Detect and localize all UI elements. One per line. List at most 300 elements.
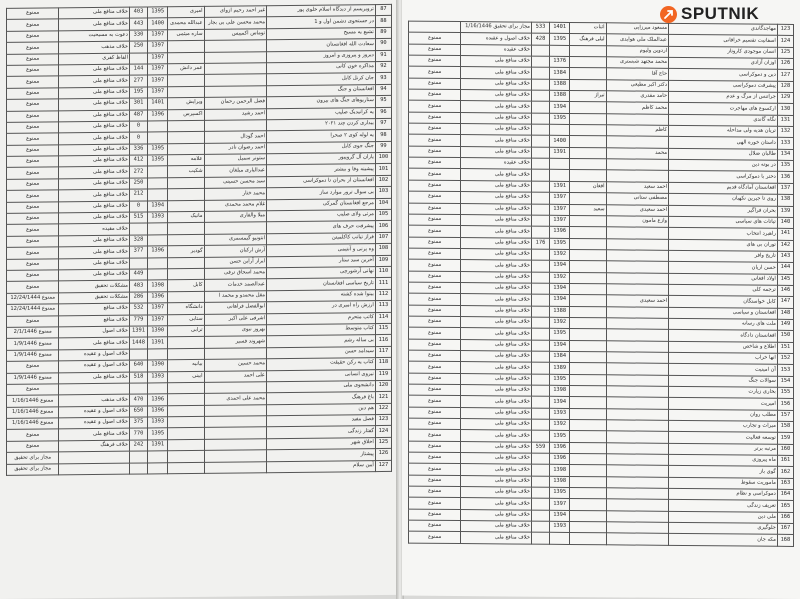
- page-count: 443: [129, 18, 147, 30]
- ban-reason: خلاف منافع ملی: [461, 498, 532, 510]
- page-count: 0: [129, 121, 147, 133]
- year: 1397: [148, 30, 168, 42]
- row-number: 99: [375, 141, 391, 153]
- book-title: هم دین: [267, 403, 376, 416]
- ban-reason: خلاف منافع ملی: [461, 169, 532, 181]
- ban-reason: خلاف منافع ملی: [461, 475, 532, 487]
- book-title: مرتی ولای صلیب: [267, 210, 376, 223]
- row-number: 91: [375, 50, 391, 62]
- ban-reason: مشکلات تحقیق: [59, 281, 130, 293]
- translator-name: [168, 86, 204, 98]
- translator-name: تیراژ: [570, 91, 606, 103]
- page-count: 377: [129, 246, 147, 258]
- row-number: 94: [375, 84, 391, 96]
- author-name: عبدالصمد خدمات: [204, 279, 266, 291]
- page-count: 449: [129, 269, 147, 281]
- page-count: [531, 260, 549, 272]
- year: [550, 124, 570, 136]
- ban-reason: الفاظ کفری: [59, 53, 130, 65]
- book-title: راهبرد انتخاب: [669, 228, 778, 240]
- book-title: امیریت: [669, 398, 778, 410]
- ban-reason: خلاف منافع: [59, 315, 130, 327]
- author-name: احمد سعیدی: [606, 295, 668, 307]
- book-title: اسفانیت تقسیم خراقانی: [669, 35, 778, 47]
- left-book-ban-table: [6, 4, 392, 476]
- author-name: محمد ختار: [204, 188, 266, 200]
- page-count: [531, 340, 549, 352]
- book-title: بخاری زیارت: [669, 386, 778, 398]
- row-number: 122: [375, 403, 391, 415]
- ban-reason: خلاف منافع ملی: [59, 110, 130, 122]
- translator-name: [168, 416, 204, 428]
- year: 1396: [148, 405, 168, 417]
- page-count: [531, 465, 549, 477]
- ban-status: ممنوع: [409, 395, 461, 407]
- translator-name: عبدالله محمدی: [168, 18, 204, 30]
- year: 1390: [148, 326, 168, 338]
- author-name: [606, 261, 668, 273]
- row-number: 97: [375, 118, 391, 130]
- ban-status: ممنوع: [409, 237, 461, 249]
- book-title: فراز تیاتب کاکلمیتن: [267, 232, 376, 245]
- book-title: سعادت الله افغانستان: [267, 39, 376, 52]
- book-title: تعریف زندگی: [669, 500, 778, 512]
- book-title: اولاد افغانی: [669, 273, 778, 285]
- author-name: [204, 427, 266, 439]
- year: 1393: [550, 408, 570, 420]
- page-count: 250: [129, 178, 147, 190]
- ban-status: ممنوع 1/9/1446: [7, 350, 59, 362]
- author-name: میلا والفاری: [204, 211, 266, 223]
- book-title: ماه پیروزی: [669, 454, 778, 466]
- translator-name: [168, 132, 204, 144]
- translator-name: [570, 159, 606, 171]
- page-count: 336: [129, 144, 147, 156]
- ban-status: ممنوع: [409, 214, 461, 226]
- row-number: 128: [777, 81, 793, 92]
- translator-name: [168, 234, 204, 246]
- ban-reason: خلاف عقیده: [461, 44, 532, 56]
- page-count: 1448: [129, 337, 147, 349]
- translator-name: [570, 306, 606, 318]
- ban-reason: خلاف فرهنگ: [59, 440, 130, 452]
- year: 1396: [148, 292, 168, 304]
- row-number: 98: [375, 130, 391, 142]
- translator-name: [570, 420, 606, 432]
- row-number: 131: [777, 115, 793, 126]
- ban-status: ممنوع: [7, 122, 59, 134]
- row-number: 103: [375, 187, 391, 199]
- translator-name: [168, 52, 204, 64]
- year: [148, 257, 168, 269]
- translator-name: شکیب: [168, 166, 204, 178]
- year: [550, 533, 570, 545]
- book-title: جلوگیری: [669, 522, 778, 534]
- ban-status: ممنوع: [7, 99, 59, 111]
- translator-name: [168, 177, 204, 189]
- ban-status: ممنوع: [409, 509, 461, 521]
- ban-reason: خلاف منافع ملی: [461, 214, 532, 226]
- translator-name: [168, 337, 204, 349]
- book-title: سیدامد حسن: [267, 346, 376, 359]
- page-count: 779: [129, 315, 147, 327]
- year: [148, 121, 168, 133]
- ban-reason: خلاف منافع ملی: [461, 407, 532, 419]
- row-number: 143: [777, 251, 793, 262]
- book-title: ملت های رسانه: [669, 318, 778, 330]
- ban-status: ممنوع: [409, 66, 461, 78]
- ban-status: ممنوع: [7, 110, 59, 122]
- book-title: بیداری کردن چند ۲۰۲۱: [267, 118, 376, 131]
- author-name: [606, 318, 668, 330]
- page-count: [531, 113, 549, 125]
- translator-name: [570, 454, 606, 466]
- ban-reason: خلاف منافع ملی: [461, 532, 532, 544]
- ban-reason: خلاف منافع ملی: [461, 441, 532, 453]
- ban-reason: خلاف منافع ملی: [461, 112, 532, 124]
- row-number: 144: [777, 263, 793, 274]
- page-count: [531, 181, 549, 193]
- ban-status: [409, 21, 461, 33]
- book-title: افغانستان و سیاسی: [669, 307, 778, 319]
- page-count: 144: [129, 64, 147, 76]
- row-number: 133: [777, 138, 793, 149]
- year: 1400: [550, 136, 570, 148]
- ban-reason: [59, 451, 130, 463]
- author-name: محمد اسحاق ترفی: [204, 268, 266, 280]
- translator-name: [570, 295, 606, 307]
- page-count: [531, 249, 549, 261]
- ban-status: ممنوع 12/24/1444: [7, 304, 59, 316]
- ban-reason: خلاف منافع ملی: [461, 396, 532, 408]
- ban-reason: خلاف منافع ملی: [59, 337, 130, 349]
- book-title: میراث و تجارب: [669, 420, 778, 432]
- author-name: [606, 170, 668, 182]
- ban-status: ممنوع: [409, 407, 461, 419]
- row-number: 151: [777, 342, 793, 353]
- ban-status: ممنوع: [409, 180, 461, 192]
- ban-status: ممنوع: [7, 384, 59, 396]
- ban-status: ممنوع: [7, 133, 59, 145]
- page-count: 428: [531, 34, 549, 46]
- ban-status: ممنوع: [409, 429, 461, 441]
- author-name: [606, 284, 668, 296]
- translator-name: [168, 223, 204, 235]
- year: 1389: [550, 363, 570, 375]
- ban-status: ممنوع: [409, 441, 461, 453]
- translator-name: ترابی: [168, 325, 204, 337]
- year: [148, 132, 168, 144]
- ban-status: ممنوع 12/24/1444: [7, 293, 59, 305]
- author-name: [606, 329, 668, 341]
- ban-status: ممنوع: [7, 31, 59, 43]
- ban-reason: خلاف منافع ملی: [59, 98, 130, 110]
- row-number: 124: [777, 36, 793, 47]
- year: 1384: [550, 351, 570, 363]
- row-number: 105: [375, 209, 391, 221]
- ban-reason: خلاف منافع ملی: [59, 167, 130, 179]
- year: 1397: [148, 41, 168, 53]
- author-name: احمد رشید: [204, 108, 266, 120]
- author-name: آرش ارکبان: [204, 245, 266, 257]
- author-name: اردوین ولیوم: [606, 45, 668, 57]
- ban-reason: خلاف منافع ملی: [461, 90, 532, 102]
- ban-status: ممنوع: [409, 350, 461, 362]
- book-title: فصل مفید: [267, 415, 376, 428]
- year: [148, 166, 168, 178]
- author-name: [204, 461, 266, 473]
- ban-status: ممنوع: [409, 418, 461, 430]
- ban-status: ممنوع: [7, 88, 59, 100]
- author-name: عبدالملک ملی هوایدی: [606, 34, 668, 46]
- row-number: 126: [777, 58, 793, 69]
- year: 1394: [550, 340, 570, 352]
- year: 1400: [148, 18, 168, 30]
- row-number: 140: [777, 217, 793, 228]
- page-count: [531, 45, 549, 57]
- year: 1393: [148, 212, 168, 224]
- year: 1401: [550, 22, 570, 34]
- page-count: [129, 258, 147, 270]
- author-name: دکتر اکبر مطیعی: [606, 80, 668, 92]
- year: 1397: [550, 215, 570, 227]
- year: 1397: [148, 86, 168, 98]
- book-title: نیروی انسانی: [267, 369, 376, 382]
- author-name: [606, 443, 668, 455]
- translator-name: [570, 317, 606, 329]
- year: 1376: [550, 56, 570, 68]
- row-number: 142: [777, 240, 793, 251]
- author-name: [606, 306, 668, 318]
- left-document-page: [0, 0, 398, 599]
- year: 1391: [550, 147, 570, 159]
- page-count: [531, 226, 549, 238]
- book-title: روی تا جیرین نکهبان: [669, 194, 778, 206]
- row-number: 162: [777, 467, 793, 478]
- row-number: 108: [375, 244, 391, 256]
- row-number: 118: [375, 358, 391, 370]
- row-number: 155: [777, 387, 793, 398]
- ban-status: ممنوع: [409, 305, 461, 317]
- page-count: 650: [129, 406, 147, 418]
- ban-status: ممنوع: [409, 532, 461, 544]
- page-count: [531, 328, 549, 340]
- sputnik-logo-icon: [660, 6, 677, 23]
- ban-status: ممنوع: [7, 156, 59, 168]
- ban-status: ممنوع: [409, 316, 461, 328]
- year: 1394: [550, 283, 570, 295]
- ban-status: ممنوع: [7, 281, 59, 293]
- row-number: 127: [375, 460, 391, 472]
- ban-reason: خلاف منافع ملی: [461, 101, 532, 113]
- translator-name: [168, 405, 204, 417]
- page-count: [531, 510, 549, 522]
- page-count: 195: [129, 87, 147, 99]
- row-number: 87: [375, 4, 391, 16]
- ban-reason: خلاف منافع ملی: [59, 64, 130, 76]
- ban-reason: خلاف منافع ملی: [461, 464, 532, 476]
- book-title: دانشجوی ملی: [267, 380, 376, 393]
- ban-status: ممنوع: [7, 247, 59, 259]
- ban-reason: خلاف منافع ملی: [461, 362, 532, 374]
- author-name: احمد رضوان نادر: [204, 142, 266, 154]
- year: 1395: [148, 143, 168, 155]
- translator-name: [168, 439, 204, 451]
- sputnik-logo: [660, 4, 759, 24]
- year: 1396: [148, 246, 168, 258]
- page-count: [531, 408, 549, 420]
- year: 1395: [550, 374, 570, 386]
- row-number: 139: [777, 206, 793, 217]
- page-count: 301: [129, 98, 147, 110]
- ban-status: مجاز برای تحقیق: [7, 464, 59, 476]
- ban-status: ممنوع: [409, 475, 461, 487]
- translator-name: مانیک: [168, 211, 204, 223]
- translator-name: [168, 451, 204, 463]
- book-title: یه کرانیدیک صلیب: [267, 107, 376, 120]
- row-number: 110: [375, 266, 391, 278]
- author-name: [204, 382, 266, 394]
- translator-name: کابل: [168, 280, 204, 292]
- page-count: [531, 397, 549, 409]
- ban-status: ممنوع: [409, 146, 461, 158]
- book-title: بینوا شده کشته: [267, 289, 376, 302]
- author-name: عبدالباری مبلغان: [204, 165, 266, 177]
- translator-name: [570, 79, 606, 91]
- year: 1392: [550, 249, 570, 261]
- ban-reason: خلاف منافع ملی: [59, 246, 130, 258]
- author-name: [204, 51, 266, 63]
- author-name: [204, 347, 266, 359]
- book-title: مرتبه برتر: [669, 443, 778, 455]
- ban-reason: خلاف منافع ملی: [59, 258, 130, 270]
- ban-status: ممنوع: [7, 8, 59, 20]
- row-number: 163: [777, 478, 793, 489]
- row-number: 111: [375, 278, 391, 290]
- translator-name: [168, 291, 204, 303]
- author-name: وازع مامون: [606, 216, 668, 228]
- row-number: 121: [375, 392, 391, 404]
- ban-status: ممنوع: [409, 282, 461, 294]
- ban-reason: خلاف اصول و عقیده: [59, 417, 130, 429]
- ban-status: ممنوع: [409, 486, 461, 498]
- ban-status: ممنوع 2/1/1446: [7, 327, 59, 339]
- ban-reason: خلاف منافع ملی: [59, 19, 130, 31]
- year: 1397: [148, 314, 168, 326]
- page-count: 515: [129, 212, 147, 224]
- book-title: وه پرنی و آنتیمی: [267, 244, 376, 257]
- page-count: [531, 351, 549, 363]
- row-number: 146: [777, 285, 793, 296]
- ban-status: ممنوع: [7, 53, 59, 65]
- row-number: 109: [375, 255, 391, 267]
- ban-reason: خلاف منافع ملی: [461, 453, 532, 465]
- year: 1398: [550, 476, 570, 488]
- year: 1396: [148, 109, 168, 121]
- ban-status: ممنوع: [7, 258, 59, 270]
- author-name: [204, 74, 266, 86]
- year: 1394: [550, 261, 570, 273]
- page-count: [531, 431, 549, 443]
- year: 1393: [148, 371, 168, 383]
- translator-name: [570, 170, 606, 182]
- author-name: [606, 352, 668, 364]
- translator-name: [168, 75, 204, 87]
- translator-name: [570, 283, 606, 295]
- ban-status: ممنوع 1/16/1446: [7, 407, 59, 419]
- year: 1396: [148, 394, 168, 406]
- author-name: محمد کاظم: [606, 102, 668, 114]
- author-name: احمد سعید: [606, 182, 668, 194]
- book-title: سناریوهای جنگ های بیرون: [267, 96, 376, 109]
- page-count: 532: [129, 303, 147, 315]
- ban-reason: خلاف منافع ملی: [59, 75, 130, 87]
- ban-reason: خلاف منافع ملی: [59, 178, 130, 190]
- ban-status: ممنوع: [409, 384, 461, 396]
- row-number: 167: [777, 523, 793, 534]
- book-title: توسعه فعالیت: [669, 432, 778, 444]
- year: 1392: [550, 317, 570, 329]
- page-count: 0: [129, 201, 147, 213]
- ban-reason: خلاف منافع ملی: [461, 385, 532, 397]
- ban-status: ممنوع: [7, 441, 59, 453]
- year: [550, 170, 570, 182]
- row-number: 138: [777, 194, 793, 205]
- ban-status: ممنوع: [7, 361, 59, 373]
- page-count: [531, 204, 549, 216]
- year: 1394: [550, 295, 570, 307]
- row-number: 89: [375, 27, 391, 39]
- row-number: 156: [777, 399, 793, 410]
- ban-status: ممنوع: [409, 78, 461, 90]
- translator-name: اکسپرس: [168, 109, 204, 121]
- page-count: [531, 317, 549, 329]
- author-name: [204, 222, 266, 234]
- author-name: [204, 450, 266, 462]
- ban-reason: خلاف اصول: [59, 326, 130, 338]
- year: [148, 223, 168, 235]
- page-count: [531, 453, 549, 465]
- ban-reason: خلاف منافع ملی: [461, 203, 532, 215]
- author-name: اشرفی علی اکبر: [204, 313, 266, 325]
- ban-status: ممنوع: [409, 44, 461, 56]
- row-number: 104: [375, 198, 391, 210]
- year: 1391: [550, 181, 570, 193]
- author-name: علی احمد: [204, 370, 266, 382]
- row-number: 126: [375, 449, 391, 461]
- page-count: 470: [129, 394, 147, 406]
- page-count: [531, 158, 549, 170]
- author-name: [606, 454, 668, 466]
- book-title: آن امینیت: [669, 364, 778, 376]
- year: 1395: [148, 428, 168, 440]
- year: [148, 383, 168, 395]
- ban-status: مجاز برای تحقیق: [7, 452, 59, 464]
- author-name: [606, 408, 668, 420]
- book-title: انسان موجودی کاروتاز: [669, 46, 778, 58]
- book-title: داستان خوره الهی: [669, 137, 778, 149]
- year: [148, 235, 168, 247]
- author-name: [606, 522, 668, 534]
- ban-status: ممنوع: [409, 135, 461, 147]
- row-number: 95: [375, 96, 391, 108]
- row-number: 92: [375, 61, 391, 73]
- page-count: 212: [129, 189, 147, 201]
- row-number: 145: [777, 274, 793, 285]
- year: 1397: [148, 52, 168, 64]
- author-name: ایراز آراین حسن: [204, 256, 266, 268]
- translator-name: [168, 382, 204, 394]
